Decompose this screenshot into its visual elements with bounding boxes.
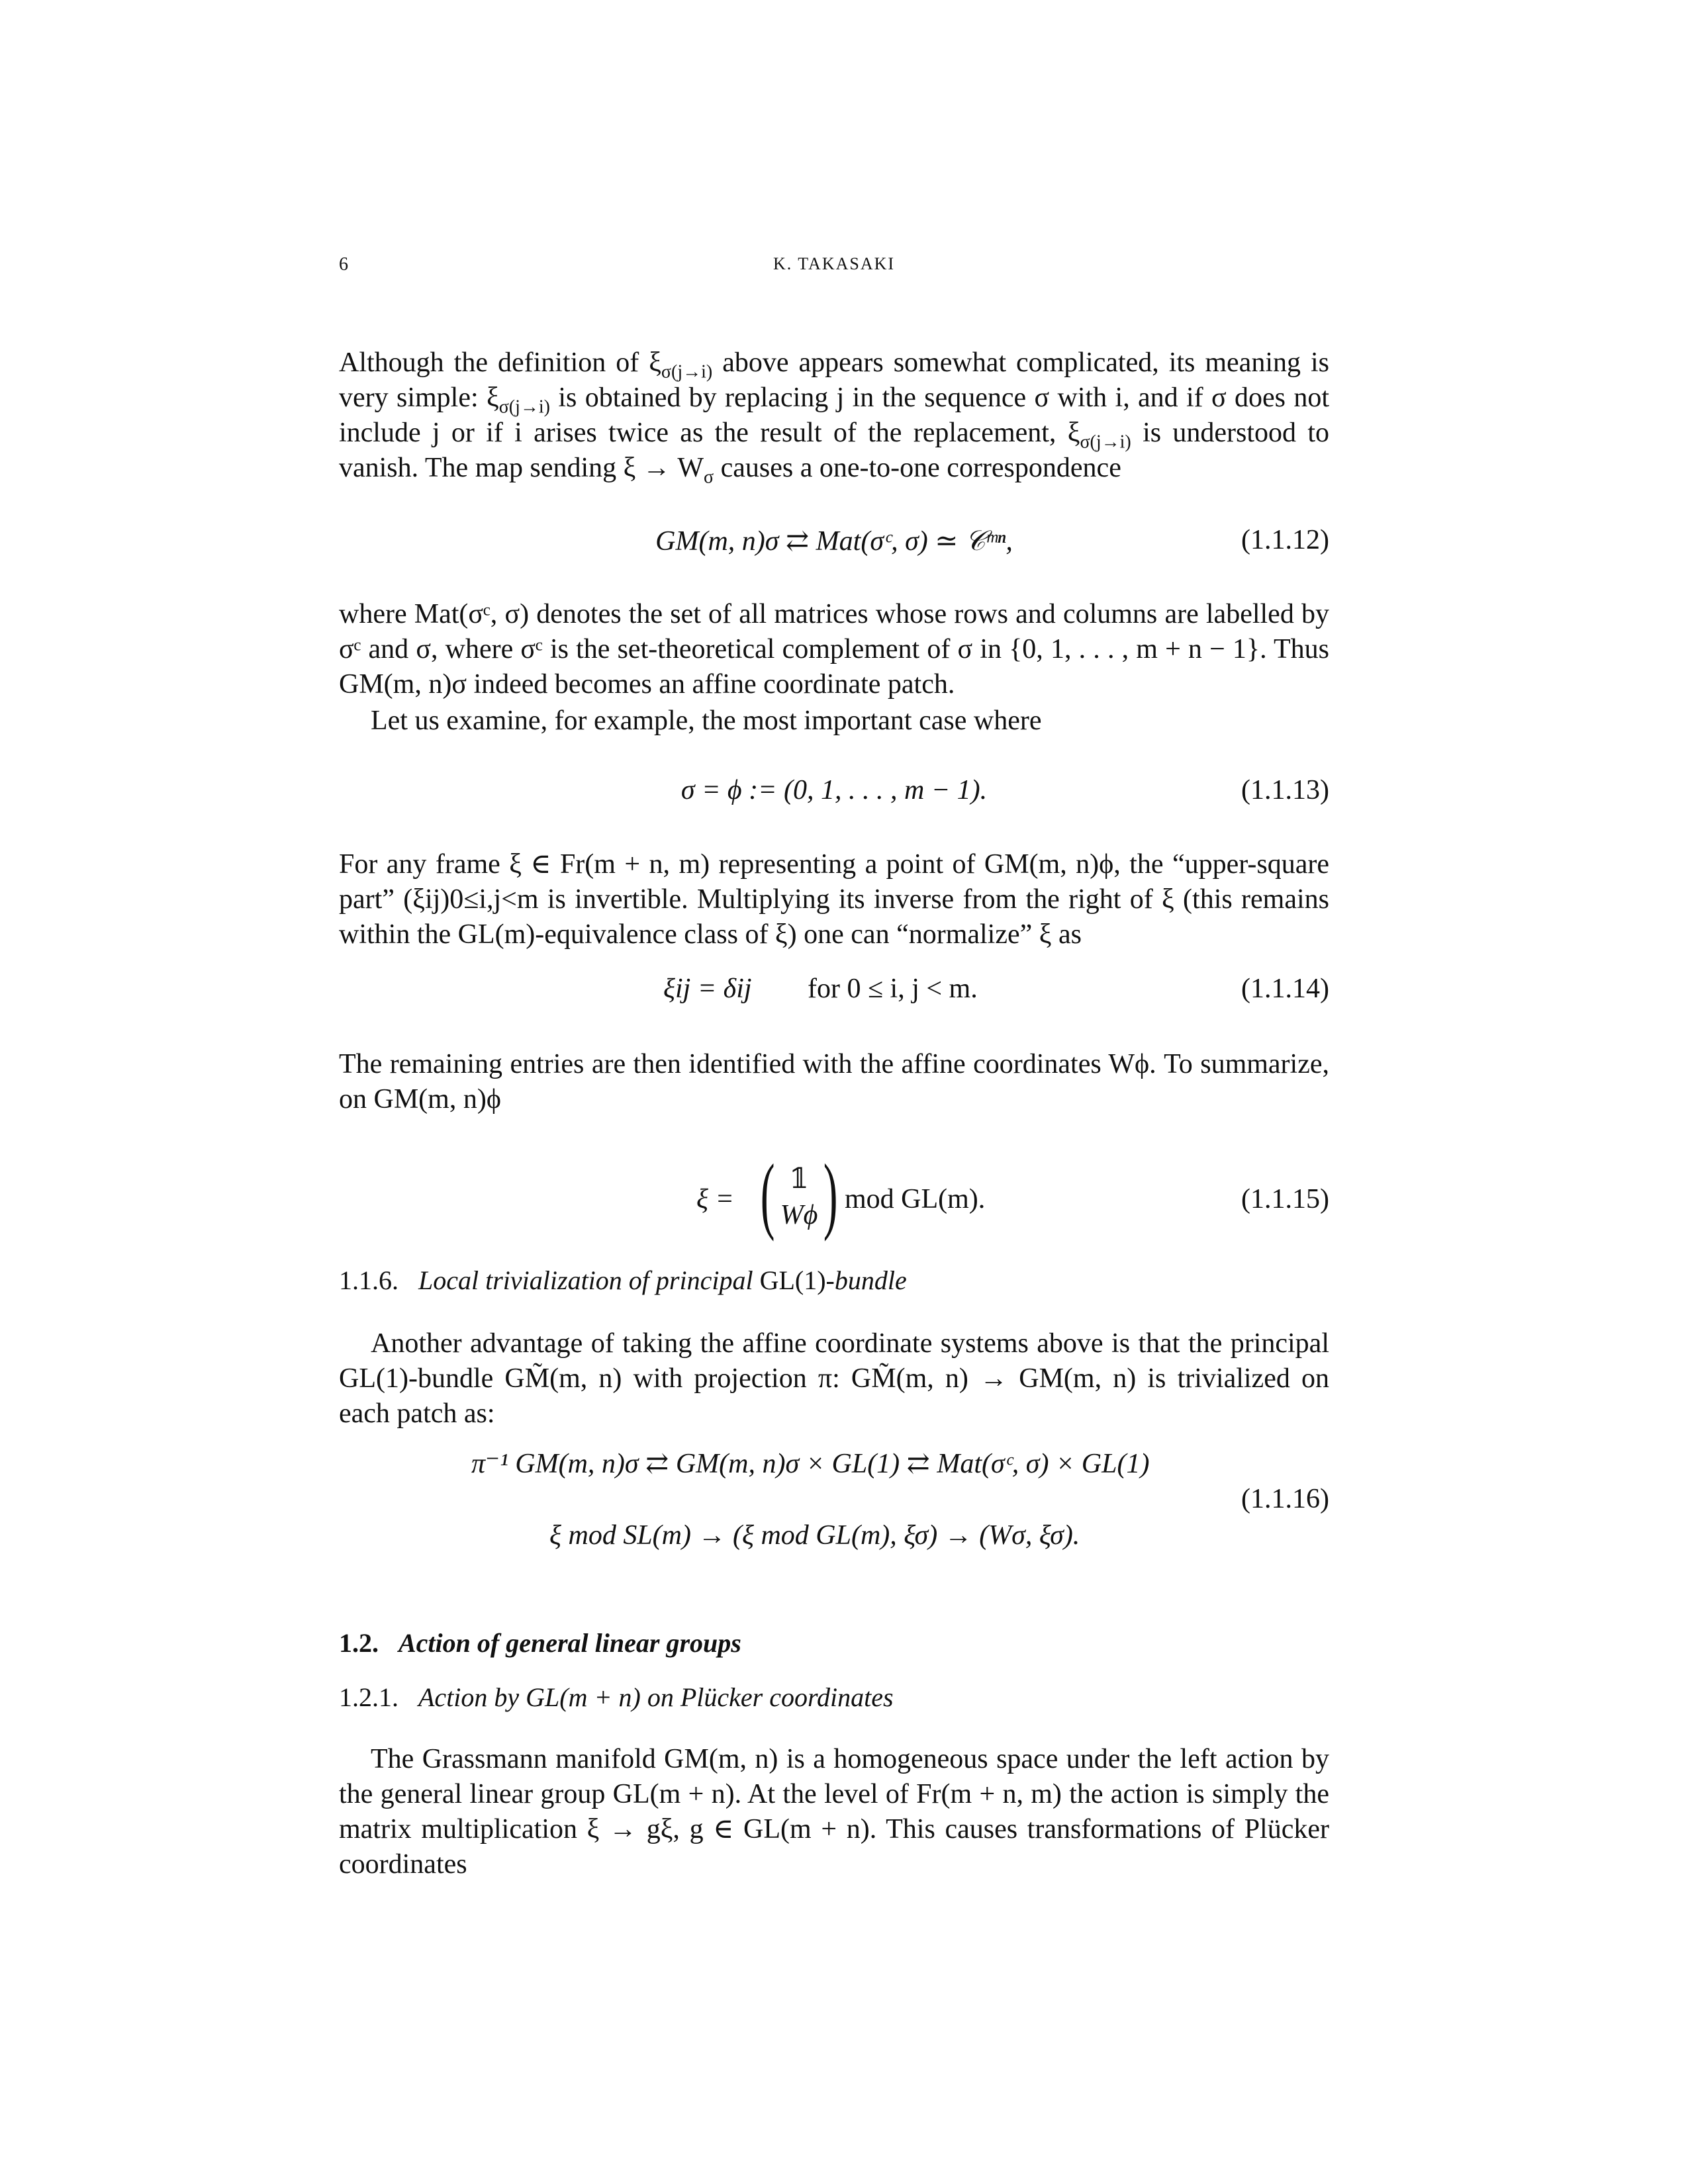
paragraph-4: For any frame ξ ∈ Fr(m + n, m) representing a point of GM(m, n)ϕ, the “upper-square part” (ξij)0≤i,j<m is invertible. Multiplying its inverse from the right of ξ (this remains within the GL(m)-equivalence class of ξ) one can “normalize” ξ as [339, 849, 1329, 950]
paragraph-1: Although the definition of $\xi_{\sigma(j\to i)}$ above appears somewhat complicated, its meaning is very simple: $\xi_{\sigma(j\to i)}$ is obtained by replacing j in the sequence σ with i, and if σ does not include j or if i arises twice as the result of the replacement, $\xi_{\sigma(j\to i)}$ is understood to vanish. The map sending $\xi \to W_\sigma$ causes a one-to-one correspondence [339, 347, 1330, 488]
subsection-1-2-1-heading: 1.2.1. Action by GL(m + n) on Plücker coordinates [339, 1682, 894, 1712]
paragraph-5: The remaining entries are then identified with the affine coordinates Wϕ. To summarize, on GM(m, n)ϕ [339, 1049, 1329, 1115]
paragraph-3: Let us examine, for example, the most important case where [371, 705, 1042, 736]
equation-1-1-15: ξ = ( 𝟙 Wϕ ) mod GL(m). (1.1.15) [696, 1147, 1329, 1242]
equation-1-1-14: ξij = δij for 0 ≤ i, j < m. (1.1.14) [663, 974, 1329, 1004]
equation-1-1-12: GM(m, n)σ ⇄ Mat(σᶜ, σ) ≃ 𝒞ᵐⁿ, (1.1.12) [655, 525, 1329, 557]
section-1-2-heading: 1.2. Action of general linear groups [339, 1628, 741, 1658]
paragraph-7: The Grassmann manifold GM(m, n) is a homogeneous space under the left action by the general linear group GL(m + n). At the level of Fr(m + n, m) the action is simply the matrix multiplication ξ → gξ, g ∈ GL(m + n). This causes transformations of Plücker coordinates [339, 1744, 1329, 1880]
paragraph-2: where Mat(σᶜ, σ) denotes the set of all matrices whose rows and columns are labelled by σᶜ and σ, where σᶜ is the set-theoretical complement of σ in {0, 1, . . . , m + n − 1}. Thus GM(m, n)σ indeed becomes an affine coordinate patch. [339, 599, 1329, 700]
equation-1-1-16: π⁻¹ GM(m, n)σ ⇄ GM(m, n)σ × GL(1) ⇄ Mat(σᶜ, σ) × GL(1) ξ mod SL(m) → (ξ mod GL(m), ξσ) → (Wσ, ξσ). (1.1.16) [471, 1449, 1329, 1551]
column-vector: ( 𝟙 Wϕ ) [760, 1147, 838, 1242]
paragraph-6: Another advantage of taking the affine coordinate systems above is that the principal GL(1)-bundle GM̃(m, n) with projection π: GM̃(m, n) → GM(m, n) is trivialized on each patch as: [339, 1328, 1329, 1429]
subsection-1-1-6-heading: 1.1.6. Local trivialization of principal GL(1)-bundle [339, 1265, 907, 1295]
equation-1-1-13: σ = ϕ := (0, 1, . . . , m − 1). (1.1.13) [680, 775, 1329, 805]
page-number: 6 [339, 254, 348, 275]
running-head: K. TAKASAKI [773, 254, 896, 273]
page-header [339, 254, 1329, 287]
